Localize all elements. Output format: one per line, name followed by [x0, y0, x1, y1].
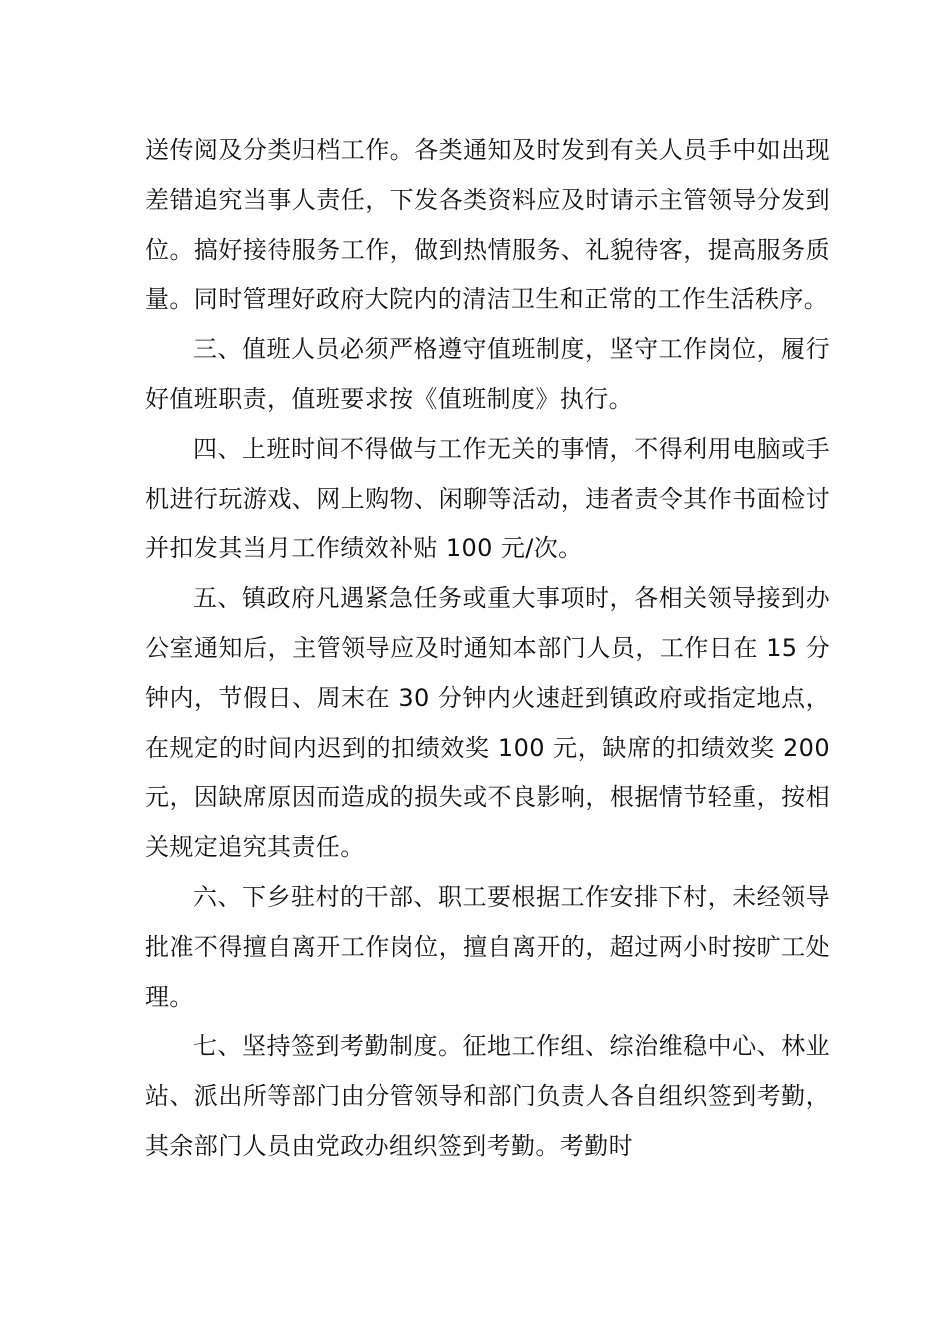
paragraph-item-5: 五、镇政府凡遇紧急任务或重大事项时，各相关领导接到办公室通知后，主管领导应及时通知本部门人员，工作日在 15 分钟内，节假日、周末在 30 分钟内火速赶到镇政府或指定地点，在规定的时间内迟到的扣绩效奖 100 元，缺席的扣绩效奖 200 元，因缺席原因而造成的损失或不良影响，根据情节轻重，按相关规定追究其责任。 — [145, 584, 830, 862]
paragraph-continuation: 送传阅及分类归档工作。各类通知及时发到有关人员手中如出现差错追究当事人责任，下发各类资料应及时请示主管领导分发到位。搞好接待服务工作，做到热情服务、礼貌待客，提高服务质量。同时管理好政府大院内的清洁卫生和正常的工作生活秩序。 — [145, 136, 830, 314]
paragraph-item-7: 七、坚持签到考勤制度。征地工作组、综治维稳中心、林业站、派出所等部门由分管领导和部门负责人各自组织签到考勤，其余部门人员由党政办组织签到考勤。考勤时 — [145, 1032, 830, 1160]
document-body — [145, 126, 830, 1172]
paragraph-item-6: 六、下乡驻村的干部、职工要根据工作安排下村，未经领导批准不得擅自离开工作岗位，擅自离开的，超过两小时按旷工处理。 — [145, 882, 830, 1011]
paragraph-item-3: 三、值班人员必须严格遵守值班制度，坚守工作岗位，履行好值班职责，值班要求按《值班制度》执行。 — [145, 335, 830, 413]
paragraph-item-4: 四、上班时间不得做与工作无关的事情，不得利用电脑或手机进行玩游戏、网上购物、闲聊等活动，违者责令其作书面检讨并扣发其当月工作绩效补贴 100 元/次。 — [145, 434, 830, 563]
